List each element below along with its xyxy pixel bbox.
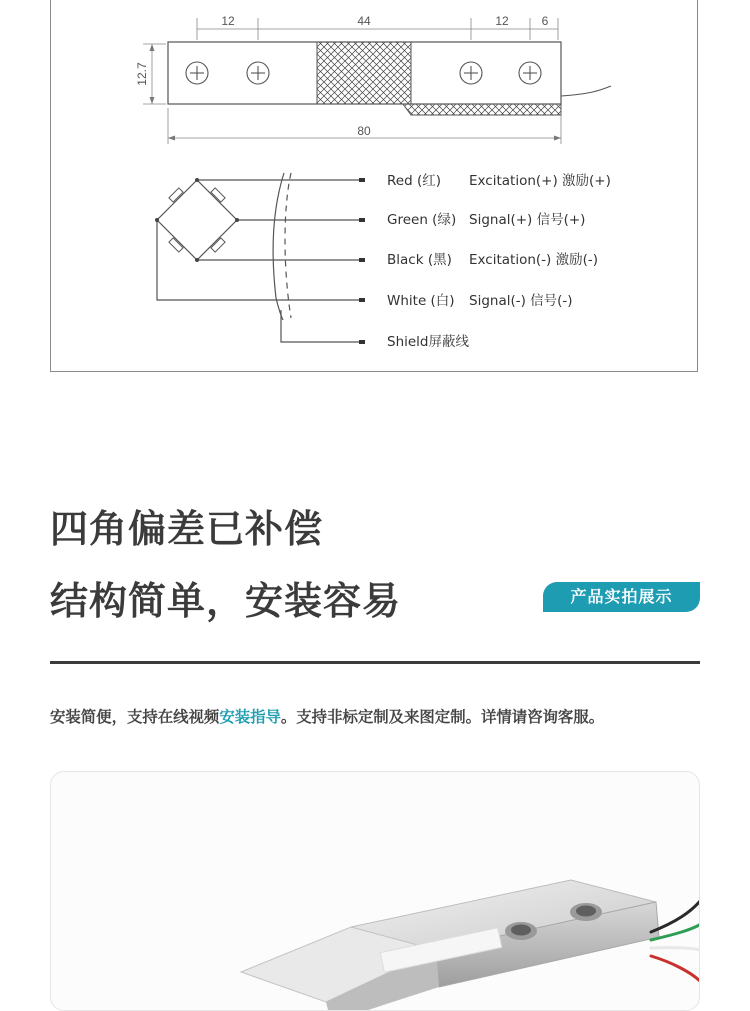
bridge-nodes xyxy=(155,178,239,262)
wire-green-function: Signal(+) 信号(+) xyxy=(469,212,586,228)
product-photo-badge: 产品实拍展示 xyxy=(543,582,700,612)
wiring-diagram-panel xyxy=(50,0,698,372)
dimension-end-margin: 6 xyxy=(541,14,549,28)
headline-installation: 结构简单，安装容易 xyxy=(50,579,402,623)
wire-white-label: White (白) xyxy=(387,293,455,309)
section-divider xyxy=(50,661,700,664)
load-cell-drawing xyxy=(51,0,699,372)
product-photo-panel xyxy=(50,771,700,1011)
wire-red-function: Excitation(+) 激励(+) xyxy=(469,173,611,189)
intro-text-before: 安装简便，支持在线视频 xyxy=(50,708,220,726)
load-cell-body-photo xyxy=(241,880,659,1011)
wire-black-label: Black (黑) xyxy=(387,252,452,268)
wire-black-function: Excitation(-) 激励(-) xyxy=(469,252,598,268)
wire-shield-label: Shield屏蔽线 xyxy=(387,334,470,350)
load-cell-product-photo xyxy=(51,772,700,1011)
dimension-center-width: 44 xyxy=(357,14,371,28)
dimension-total-length: 80 xyxy=(357,124,371,138)
intro-text-after: 。支持非标定制及来图定制。详情请咨询客服。 xyxy=(280,708,605,726)
load-cell-body xyxy=(168,42,611,115)
load-cell-wires xyxy=(651,900,700,982)
wheatstone-bridge xyxy=(157,173,363,342)
wire-red-label: Red (红) xyxy=(387,173,441,189)
bridge-resistors xyxy=(169,188,225,252)
wire-white-function: Signal(-) 信号(-) xyxy=(469,293,573,309)
headline-compensation: 四角偏差已补偿 xyxy=(50,507,324,551)
dimension-height: 12.7 xyxy=(135,62,149,86)
wire-terminals xyxy=(359,178,365,344)
wire-green-label: Green (绿) xyxy=(387,212,457,228)
intro-paragraph xyxy=(50,705,750,727)
dimension-hole-pitch-right: 12 xyxy=(495,14,509,28)
dimension-hole-pitch-left: 12 xyxy=(221,14,235,28)
installation-guide-link[interactable]: 安装指导 xyxy=(219,708,281,726)
